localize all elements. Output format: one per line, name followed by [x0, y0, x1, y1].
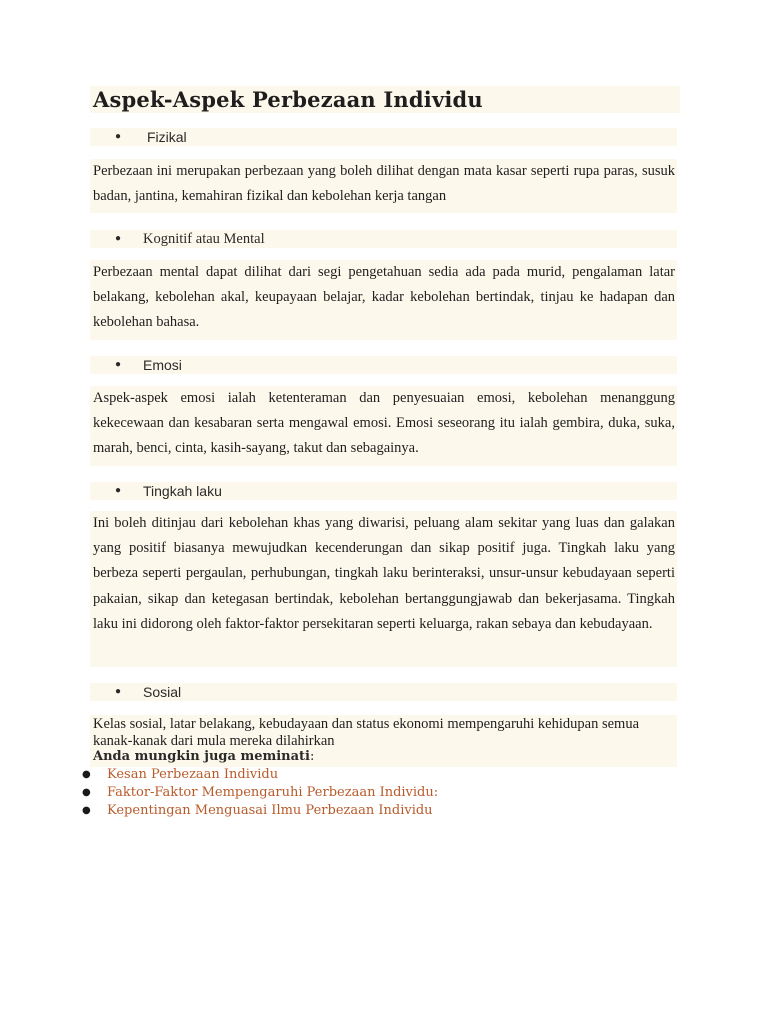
- page-title: Aspek-Aspek Perbezaan Individu: [90, 86, 680, 113]
- bullet-icon: ●: [115, 233, 122, 244]
- bullet-icon: ●: [115, 359, 122, 370]
- section-heading-fizikal: [90, 128, 677, 146]
- section-body-tingkah-laku: Ini boleh ditinjau dari kebolehan khas yang diwarisi, peluang alam sekitar yang luas dan galakan yang positif biasanya mewujudkan kecenderungan dan sikap positif juga. Tingkah laku yang berbeza seperti pergaulan, perhubungan, tingkah laku berinteraksi, unsur-unsur kebudayaan seperti pakaian, sikap dan ketegasan bertindak, kebolehan bertanggungjawab dan bekerjasama. Tingkah laku ini didorong oleh faktor-faktor persekitaran seperti keluarga, rakan sebaya dan kebudayaan.: [90, 511, 677, 667]
- section-heading-label: Sosial: [143, 684, 182, 700]
- related-link-faktor[interactable]: Faktor-Faktor Mempengaruhi Perbezaan Individu:: [107, 785, 439, 800]
- section-heading-label: Tingkah laku: [143, 483, 222, 499]
- bullet-icon: ●: [115, 485, 122, 496]
- related-heading-colon: :: [309, 749, 315, 764]
- bullet-icon: ●: [82, 769, 91, 780]
- section-body-kognitif: Perbezaan mental dapat dilihat dari segi pengetahuan sedia ada pada murid, pengalaman latar belakang, kebolehan akal, keupayaan belajar, kadar kebolehan bertindak, tinjau ke hadapan dan kebolehan bahasa.: [90, 260, 677, 340]
- section-body-fizikal: Perbezaan ini merupakan perbezaan yang boleh dilihat dengan mata kasar seperti rupa paras, susuk badan, jantina, kemahiran fizikal dan kebolehan kerja tangan: [90, 159, 677, 213]
- related-heading: [93, 749, 314, 764]
- related-link-kesan[interactable]: Kesan Perbezaan Individu: [107, 767, 279, 782]
- bullet-icon: ●: [82, 805, 91, 816]
- section-heading-emosi: [90, 356, 677, 374]
- bullet-icon: ●: [115, 686, 122, 697]
- bullet-icon: ●: [82, 787, 91, 798]
- section-heading-label: Emosi: [143, 357, 182, 373]
- section-heading-label: Fizikal: [147, 129, 187, 145]
- section-heading-sosial: [90, 683, 677, 701]
- bullet-icon: ●: [115, 131, 122, 142]
- section-body-sosial: Kelas sosial, latar belakang, kebudayaan dan status ekonomi mempengaruhi kehidupan semua kanak-kanak dari mula mereka dilahirkan: [90, 715, 677, 767]
- related-heading-text: Anda mungkin juga meminati: [93, 749, 310, 764]
- section-heading-tingkah-laku: [90, 482, 677, 500]
- section-heading-kognitif: [90, 230, 677, 248]
- section-body-emosi: Aspek-aspek emosi ialah ketenteraman dan penyesuaian emosi, kebolehan menanggung kekecewaan dan kesabaran serta mengawal emosi. Emosi seseorang itu ialah gembira, duka, suka, marah, benci, cinta, kasih-sayang, takut dan sebagainya.: [90, 386, 677, 466]
- section-heading-label: Kognitif atau Mental: [143, 231, 265, 247]
- related-link-kepentingan[interactable]: Kepentingan Menguasai Ilmu Perbezaan Individu: [107, 803, 433, 818]
